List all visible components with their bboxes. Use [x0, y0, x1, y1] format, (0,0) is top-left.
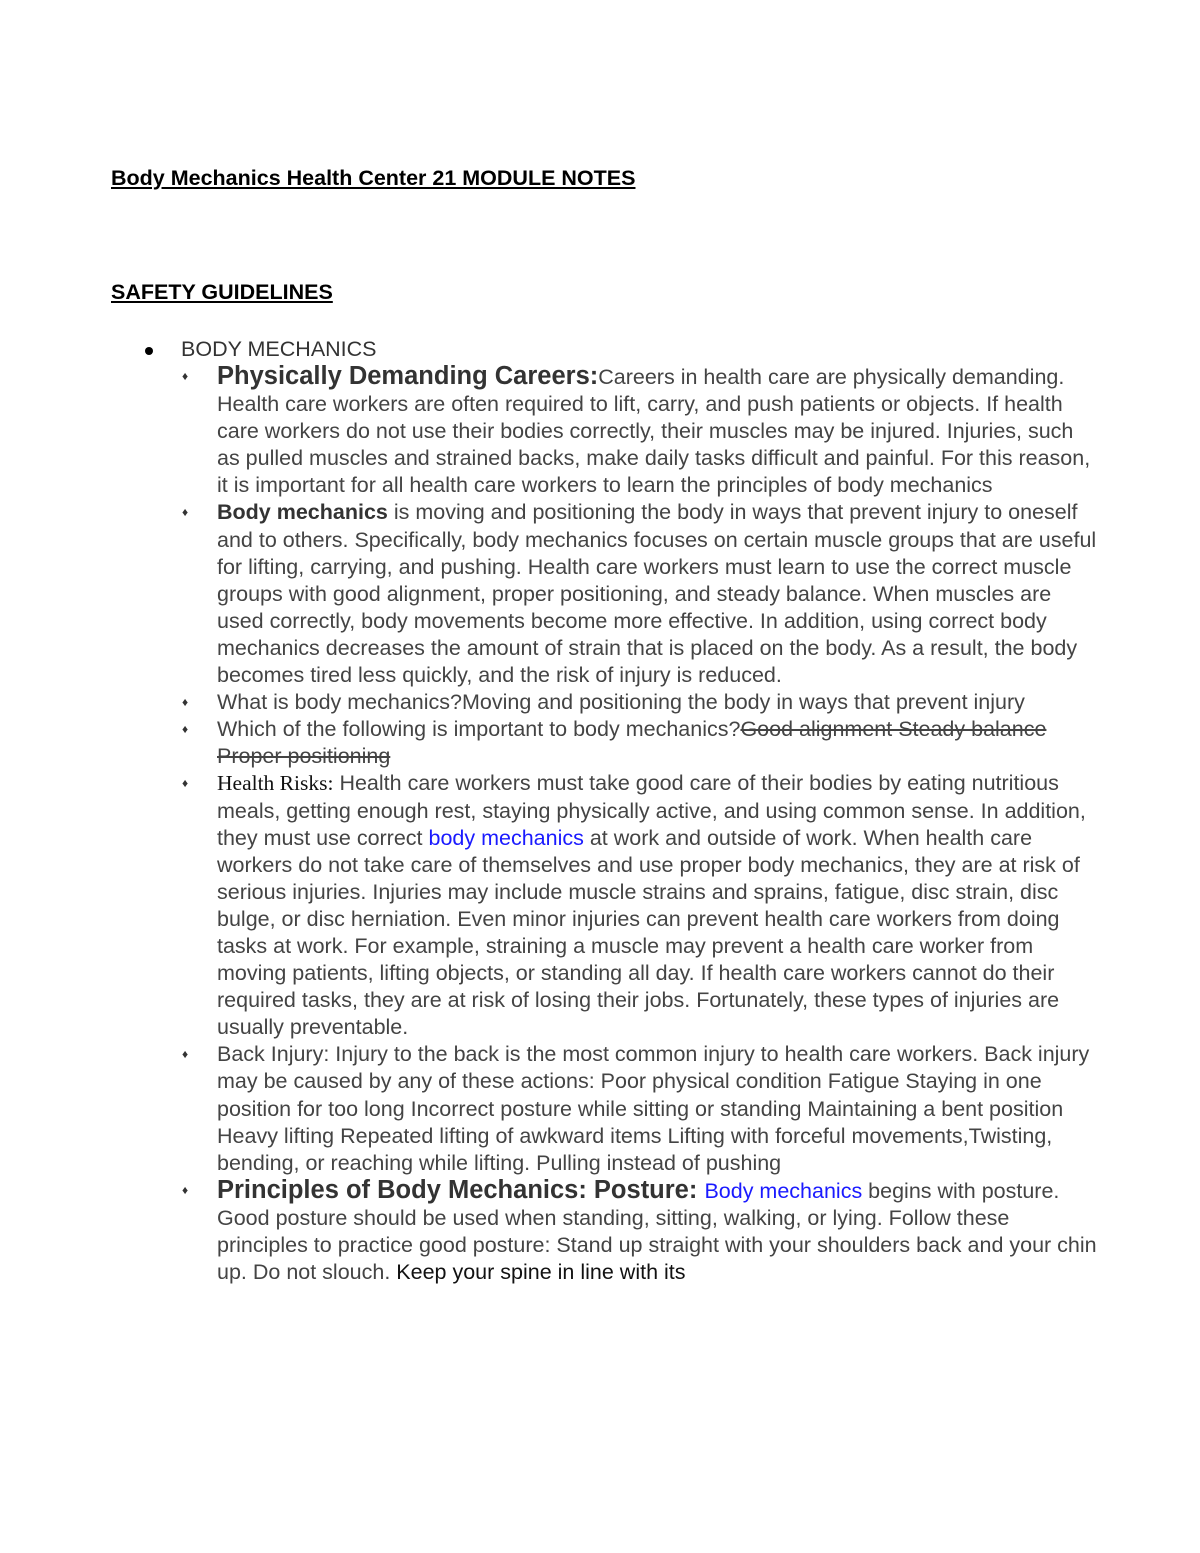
sub-bullet-icon: ♦: [182, 695, 189, 710]
body-mechanics-link[interactable]: body mechanics: [428, 825, 584, 850]
section-title: SAFETY GUIDELINES: [111, 280, 333, 304]
item-text: at work and outside of work. When health care workers do not take care of themselves and use proper body mechanics, they are at risk of serious injuries. Injuries may include muscle strains and sprains, fatigue, disc strain, disc bulge, or disc herniation. Even minor injuries can prevent health care workers from doing tasks at work. For example, straining a muscle may prevent a health care worker from moving patients, lifting objects, or standing all day. If health care workers cannot do their required tasks, they are at risk of losing their jobs. Fortunately, these types of injuries are usually preventable.: [217, 825, 1080, 1040]
item-text: Which of the following is important to body mechanics?: [217, 717, 741, 742]
sub-bullet-icon: ♦: [182, 776, 189, 791]
item-term: Body mechanics: [217, 500, 388, 525]
item-text: Health care workers must take good care of their bodies by eating nutritious meals, getting enough rest, staying physically active, and using common sense. In addition, they must use correct: [217, 771, 1086, 850]
sub-bullet-icon: ♦: [182, 1182, 189, 1197]
sub-list-item: [111, 1177, 1097, 1286]
sub-bullet-icon: ♦: [182, 1047, 189, 1062]
bullet-list: [111, 336, 1101, 1286]
item-text: Careers in health care are physically demanding. Health care workers are often required to lift, carry, and push patients or objects. If health care workers do not use their bodies correctly, their muscles may be injured. Injuries, such as pulled muscles and strained backs, make daily tasks difficult and painful. For this reason, it is important for all health care workers to learn the principles of body mechanics: [217, 365, 1091, 498]
body-mechanics-link[interactable]: Body mechanics: [704, 1178, 863, 1203]
sub-bullet-icon: ♦: [182, 505, 189, 520]
sub-list-item: [111, 770, 1097, 1041]
sub-list-item: [111, 689, 1097, 716]
bullet-icon: [145, 347, 153, 355]
struck-text: Good alignment Steady balance Proper positioning: [217, 717, 1047, 769]
sub-bullet-icon: ♦: [182, 722, 189, 737]
sub-bullet-icon: ♦: [182, 369, 189, 383]
sub-list-item: [111, 499, 1097, 689]
sub-list-item: [111, 716, 1097, 770]
list-item-body-mechanics: [111, 336, 1101, 1286]
item-text: What is body mechanics?Moving and positioning the body in ways that prevent injury: [217, 690, 1025, 715]
sub-bullet-list: [181, 363, 1101, 1286]
item-label: Health Risks:: [217, 771, 334, 796]
sub-list-item: [111, 363, 1097, 499]
item-text: Back Injury: Injury to the back is the most common injury to health care workers. Back injury may be caused by any of these actions: Poor physical condition Fatigue Staying in one position for too long Incorrect posture while sitting or standing Maintaining a bent position Heavy lifting Repeated lifting of awkward items Lifting with forceful movements,Twisting, bending, or reaching while lifting. Pulling instead of pushing: [217, 1042, 1090, 1175]
item-text: begins with posture. Good posture should be used when standing, sitting, walking, or lying. Follow these principles to practice good posture: Stand up straight with your shoulders back and your chin up. Do not slouch.: [217, 1178, 1097, 1285]
item-text: is moving and positioning the body in ways that prevent injury to oneself and to others. Specifically, body mechanics focuses on certain muscle groups that are useful for lifting, carrying, and pushing. Health care workers must learn to use the correct muscle groups with good alignment, proper positioning, and steady balance. When muscles are used correctly, body movements become more effective. In addition, using correct body mechanics decreases the amount of strain that is placed on the body. As a result, the body becomes tired less quickly, and the risk of injury is reduced.: [217, 500, 1097, 688]
item-text-dark: Keep your spine in line with its: [390, 1260, 686, 1285]
item-heading: Principles of Body Mechanics: Posture:: [217, 1175, 705, 1204]
list-item-label: BODY MECHANICS: [181, 337, 377, 361]
item-heading: Physically Demanding Careers:: [217, 362, 599, 390]
document-title: Body Mechanics Health Center 21 MODULE NOTES: [111, 166, 636, 190]
sub-list-item: [111, 1041, 1097, 1176]
